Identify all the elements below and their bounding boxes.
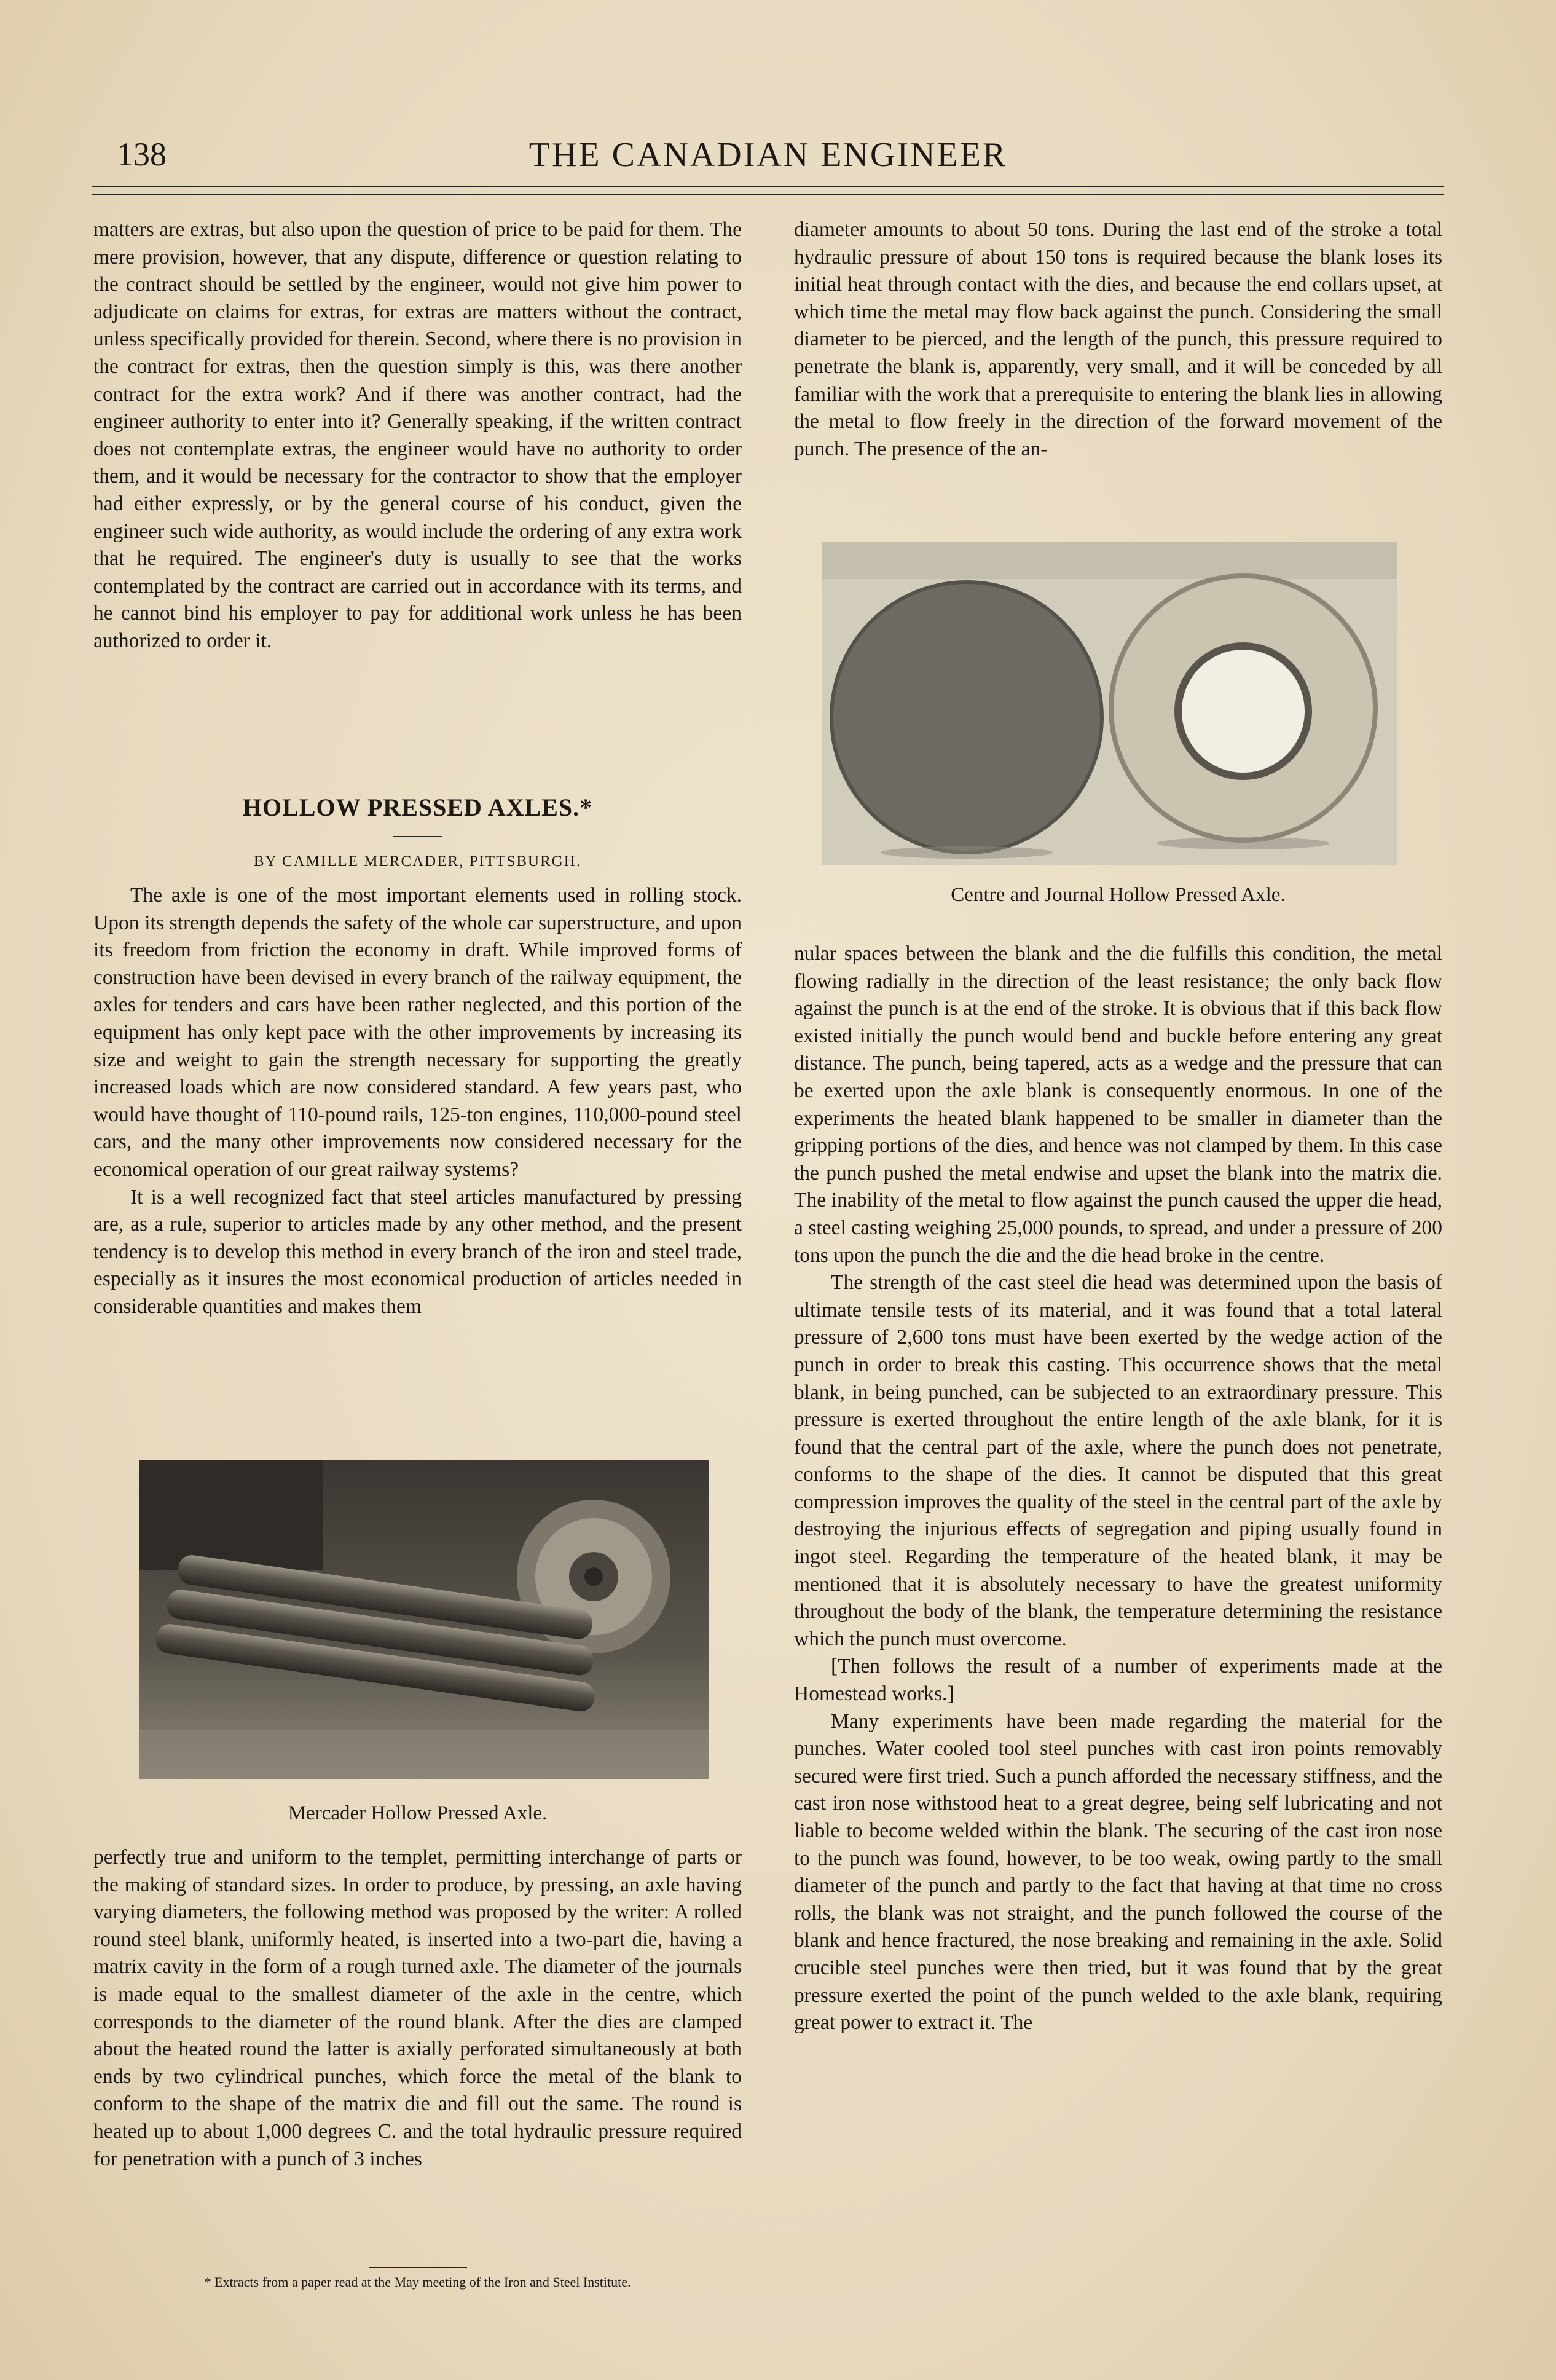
article-byline: BY CAMILLE MERCADER, PITTSBURGH. [253,853,582,870]
discs-photo [822,542,1397,865]
left-column-bottom [93,1844,742,2173]
paragraph: diameter amounts to about 50 tons. During the last end of the stroke a total hydraulic pressure of about 150 tons is required because the blank loses its initial heat through contact with the dies, and because the end collars upset, at which time the metal may flow back against the punch. Considering the small diameter to be pierced, and the length of the punch, this pressure required to penetrate the blank is, apparently, very small, and it will be conceded by all familiar with the work that a prerequisite to entering the blank lies in allowing the metal to flow freely in the direction of the forward movement of the punch. The presence of the an- [794,218,1442,460]
right-column-bottom [794,940,1442,2037]
title-divider [393,836,442,837]
header-rule [92,186,1444,195]
paragraph: The axle is one of the most important elements used in rolling stock. Upon its strength depends the safety of the whole car superstructure, and upon its freedom from friction the economy in draft. While improved forms of construction have been devised in every branch of the railway equipment, the axles for tenders and cars have been rather neglected, and this portion of the equipment has only kept pace with the other improvements by increasing its size and weight to gain the strength necessary for supporting the greatly increased loads which are now considered standard. A few years past, who would have thought of 110-pound rails, 125-ton engines, 110,000-pound steel cars, and the many other improvements now considered necessary for the economical operation of our great railway systems? [93,884,742,1181]
paragraph: Many experiments have been made regarding the material for the punches. Water cooled tool steel punches with cast iron points removably secured were first tried. Such a punch afforded the necessary stiffness, and the cast iron nose withstood heat to a great degree, being self lubricating and not liable to become welded within the blank. The securing of the cast iron nose to the punch was found, however, to be too weak, owing partly to the small diameter of the punch and partly to the fact that having at that time no cross rolls, the blank was not straight, and the punch followed the course of the blank and hence fractured, the nose breaking and remaining in the axle. Solid crucible steel punches were then tried, but it was found that by the great pressure exerted the point of the punch welded to the axle blank, requiring great power to extract it. The [794,1709,1442,2035]
footnote: * Extracts from a paper read at the May meeting of the Iron and Steel Institute. [204,2274,631,2290]
right-column-top [794,216,1442,463]
paragraph: [Then follows the result of a number of experiments made at the Homestead works.] [794,1655,1442,1706]
discs-caption: Centre and Journal Hollow Pressed Axle. [951,884,1286,906]
page-number: 138 [117,136,167,173]
left-column-top [93,216,742,655]
axle-caption: Mercader Hollow Pressed Axle. [288,1802,548,1824]
paragraph: nular spaces between the blank and the die fulfills this condition, the metal flowing radially in the direction of the least resistance; the only back flow against the punch is at the end of the stroke. It is obvious that if this back flow existed initially the punch would bend and buckle before entering any great distance. The punch, being tapered, acts as a wedge and the pressure that can be exerted upon the axle blank is consequently enormous. In one of the experiments the heated blank happened to be smaller in diameter than the gripping portions of the dies, and hence was not clamped by them. In this case the punch pushed the metal endwise and upset the blank into the matrix die. The inability of the metal to flow against the punch caused the upper die head, a steel casting weighing 25,000 pounds, to spread, and under a pressure of 200 tons upon the punch the die and the die head broke in the centre. [794,942,1442,1267]
article-title: HOLLOW PRESSED AXLES.* [242,794,593,821]
paragraph: The strength of the cast steel die head was determined upon the basis of ultimate tensile tests of its material, and it was found that a total lateral pressure of 2,600 tons must have been exerted by the wedge action of the punch in order to break this casting. This occurrence shows that the metal blank, in being punched, can be subjected to an extraordinary pressure. This pressure is exerted throughout the entire length of the axle blank, for it is found that the central part of the axle, where the punch does not penetrate, conforms to the shape of the dies. It cannot be disputed that this great compression improves the quality of the steel in the central part of the axle by destroying the injurious effects of segregation and piping usually found in ingot steel. Regarding the temperature of the heated blank, it may be mentioned that it is absolutely necessary to have the greatest uniformity throughout the body of the blank, the temperature determining the resistance which the punch must overcome. [794,1271,1442,1650]
left-column-middle [93,882,742,1321]
axle-photo [139,1460,709,1779]
page-header [92,135,1444,184]
paragraph: It is a well recognized fact that steel articles manufactured by pressing are, as a rule, superior to articles made by any other method, and the present tendency is to develop this method in every branch of the iron and steel trade, especially as it insures the most economical production of articles needed in considerable quantities and makes them [93,1185,742,1318]
footnote-rule [369,2267,467,2268]
paragraph: perfectly true and uniform to the templet, permitting interchange of parts or the making of standard sizes. In order to produce, by pressing, an axle having varying diameters, the following method was proposed by the writer: A rolled round steel blank, uniformly heated, is inserted into a two-part die, having a matrix cavity in the form of a rough turned axle. The diameter of the journals is made equal to the smallest diameter of the axle in the centre, which corresponds to the diameter of the round blank. After the dies are clamped about the heated round the latter is axially perforated simultaneously at both ends by two cylindrical punches, which force the metal of the blank to conform to the shape of the matrix die and fill out the same. The round is heated up to about 1,000 degrees C. and the total hydraulic pressure required for penetration with a punch of 3 inches [93,1846,742,2170]
paragraph: matters are extras, but also upon the question of price to be paid for them. The mere provision, however, that any dispute, difference or question relating to the contract should be settled by the engineer, would not give him power to adjudicate on claims for extras, for extras are matters without the contract, unless specifically provided for therein. Second, where there is no provision in the contract for extras, then the question simply is this, was there another contract for the extra work? And if there was another contract, had the engineer authority to enter into it? Generally speaking, if the written contract does not contemplate extras, the engineer would have no authority to order them, and it would be necessary for the contractor to show that the employer had either expressly, or by the general course of his conduct, given the engineer such wide authority, as would include the ordering of any extra work that he required. The engineer's duty is usually to see that the works contemplated by the contract are carried out in accordance with its terms, and he cannot bind his employer to pay for additional work unless he has been authorized to order it. [93,218,742,652]
journal-title: THE CANADIAN ENGINEER [528,136,1008,174]
